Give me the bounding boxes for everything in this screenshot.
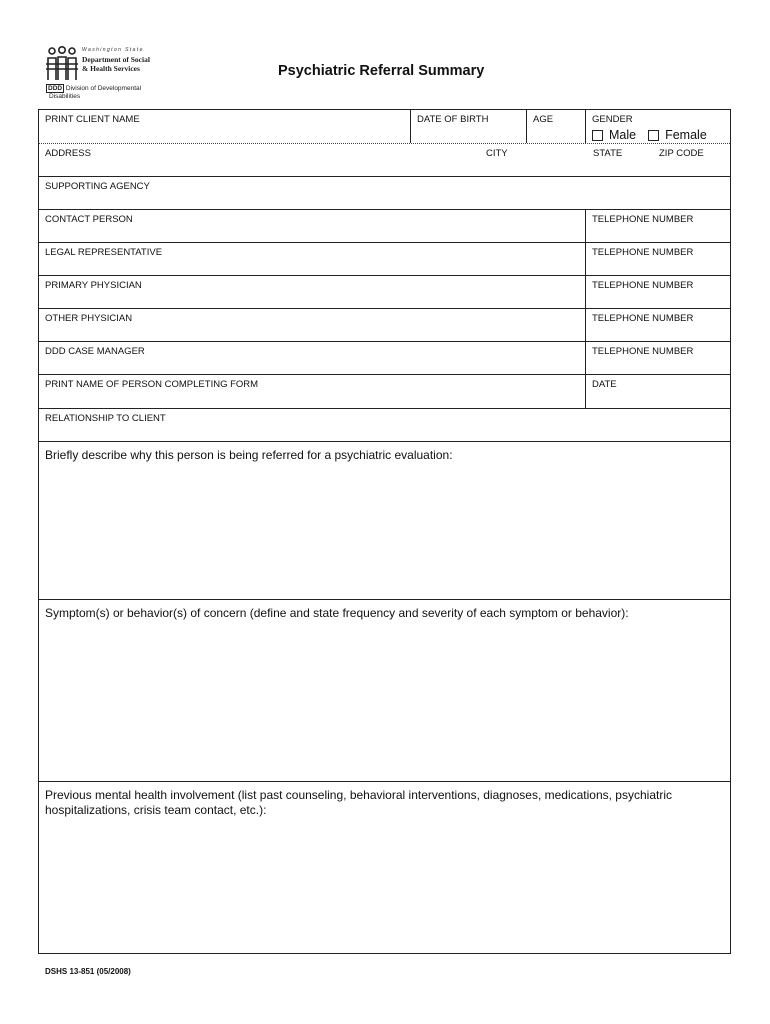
- form-title: Psychiatric Referral Summary: [278, 63, 485, 79]
- logo-division-line1: Division of Developmental: [65, 85, 142, 92]
- history-label: Previous mental health involvement (list past counseling, behavioral interventions, diagnoses, medications, psychiatric hospitalizations, crisis team contact, etc.):: [45, 788, 672, 817]
- logo-division-line2: Disabilities: [49, 93, 81, 100]
- completer-row: [39, 375, 730, 409]
- supporting-agency-label: SUPPORTING AGENCY: [45, 181, 150, 192]
- legal-rep-row: [39, 243, 730, 276]
- age-label: AGE: [533, 114, 554, 125]
- telephone-label: TELEPHONE NUMBER: [592, 313, 694, 324]
- logo-state-text: Washington State: [82, 47, 144, 53]
- other-physician-row: [39, 309, 730, 342]
- logo-ddd-abbr: DDD: [48, 85, 63, 92]
- completer-name-field[interactable]: [39, 375, 585, 408]
- primary-physician-row: [39, 276, 730, 309]
- contact-phone-field[interactable]: [585, 210, 730, 242]
- legal-rep-label: LEGAL REPRESENTATIVE: [45, 247, 163, 258]
- history-section[interactable]: [39, 782, 730, 953]
- telephone-label: TELEPHONE NUMBER: [592, 280, 694, 291]
- case-manager-field[interactable]: [39, 342, 585, 374]
- other-physician-field[interactable]: [39, 309, 585, 341]
- people-icon: [44, 46, 80, 82]
- telephone-label: TELEPHONE NUMBER: [592, 247, 694, 258]
- date-label: DATE: [592, 379, 617, 390]
- dshs-logo: [44, 46, 154, 102]
- primary-physician-label: PRIMARY PHYSICIAN: [45, 280, 142, 291]
- form-id: DSHS 13-851 (05/2008): [45, 967, 131, 976]
- logo-division-line: [46, 85, 141, 92]
- gender-label: GENDER: [592, 114, 633, 125]
- dob-label: DATE OF BIRTH: [417, 114, 489, 125]
- dob-field[interactable]: [410, 110, 526, 143]
- legal-rep-phone-field[interactable]: [585, 243, 730, 275]
- relationship-label: RELATIONSHIP TO CLIENT: [45, 413, 166, 424]
- supporting-agency-field[interactable]: [39, 177, 730, 210]
- gender-options: [592, 128, 707, 142]
- female-label: Female: [665, 128, 707, 142]
- male-label: Male: [609, 128, 637, 142]
- case-manager-row: [39, 342, 730, 375]
- relationship-field[interactable]: [39, 409, 730, 442]
- zip-label: ZIP CODE: [659, 148, 704, 159]
- female-checkbox[interactable]: [648, 130, 659, 141]
- client-name-field[interactable]: [39, 110, 410, 143]
- other-physician-label: OTHER PHYSICIAN: [45, 313, 133, 324]
- address-label: ADDRESS: [45, 148, 91, 159]
- symptoms-label: Symptom(s) or behavior(s) of concern (define and state frequency and severity of each symptom or behavior):: [45, 606, 629, 620]
- contact-person-label: CONTACT PERSON: [45, 214, 133, 225]
- address-row[interactable]: [39, 144, 730, 177]
- primary-physician-phone-field[interactable]: [585, 276, 730, 308]
- referral-form: [38, 109, 731, 954]
- male-checkbox[interactable]: [592, 130, 603, 141]
- legal-rep-field[interactable]: [39, 243, 585, 275]
- age-field[interactable]: [526, 110, 585, 143]
- referral-reason-label: Briefly describe why this person is being referred for a psychiatric evaluation:: [45, 448, 453, 462]
- symptoms-section[interactable]: [39, 600, 730, 782]
- completion-date-field[interactable]: [585, 375, 730, 408]
- state-label: STATE: [593, 148, 623, 159]
- referral-reason-section[interactable]: [39, 442, 730, 600]
- client-name-label: PRINT CLIENT NAME: [45, 114, 140, 125]
- logo-dept-line2: & Health Services: [82, 64, 140, 73]
- completer-label: PRINT NAME OF PERSON COMPLETING FORM: [45, 379, 259, 390]
- city-label: CITY: [486, 148, 508, 159]
- primary-physician-field[interactable]: [39, 276, 585, 308]
- contact-person-row: [39, 210, 730, 243]
- other-physician-phone-field[interactable]: [585, 309, 730, 341]
- client-info-row: [39, 110, 730, 144]
- logo-dept-line1: Department of Social: [82, 55, 150, 64]
- telephone-label: TELEPHONE NUMBER: [592, 346, 694, 357]
- telephone-label: TELEPHONE NUMBER: [592, 214, 694, 225]
- case-manager-label: DDD CASE MANAGER: [45, 346, 145, 357]
- gender-field: [585, 110, 730, 143]
- case-manager-phone-field[interactable]: [585, 342, 730, 374]
- contact-person-field[interactable]: [39, 210, 585, 242]
